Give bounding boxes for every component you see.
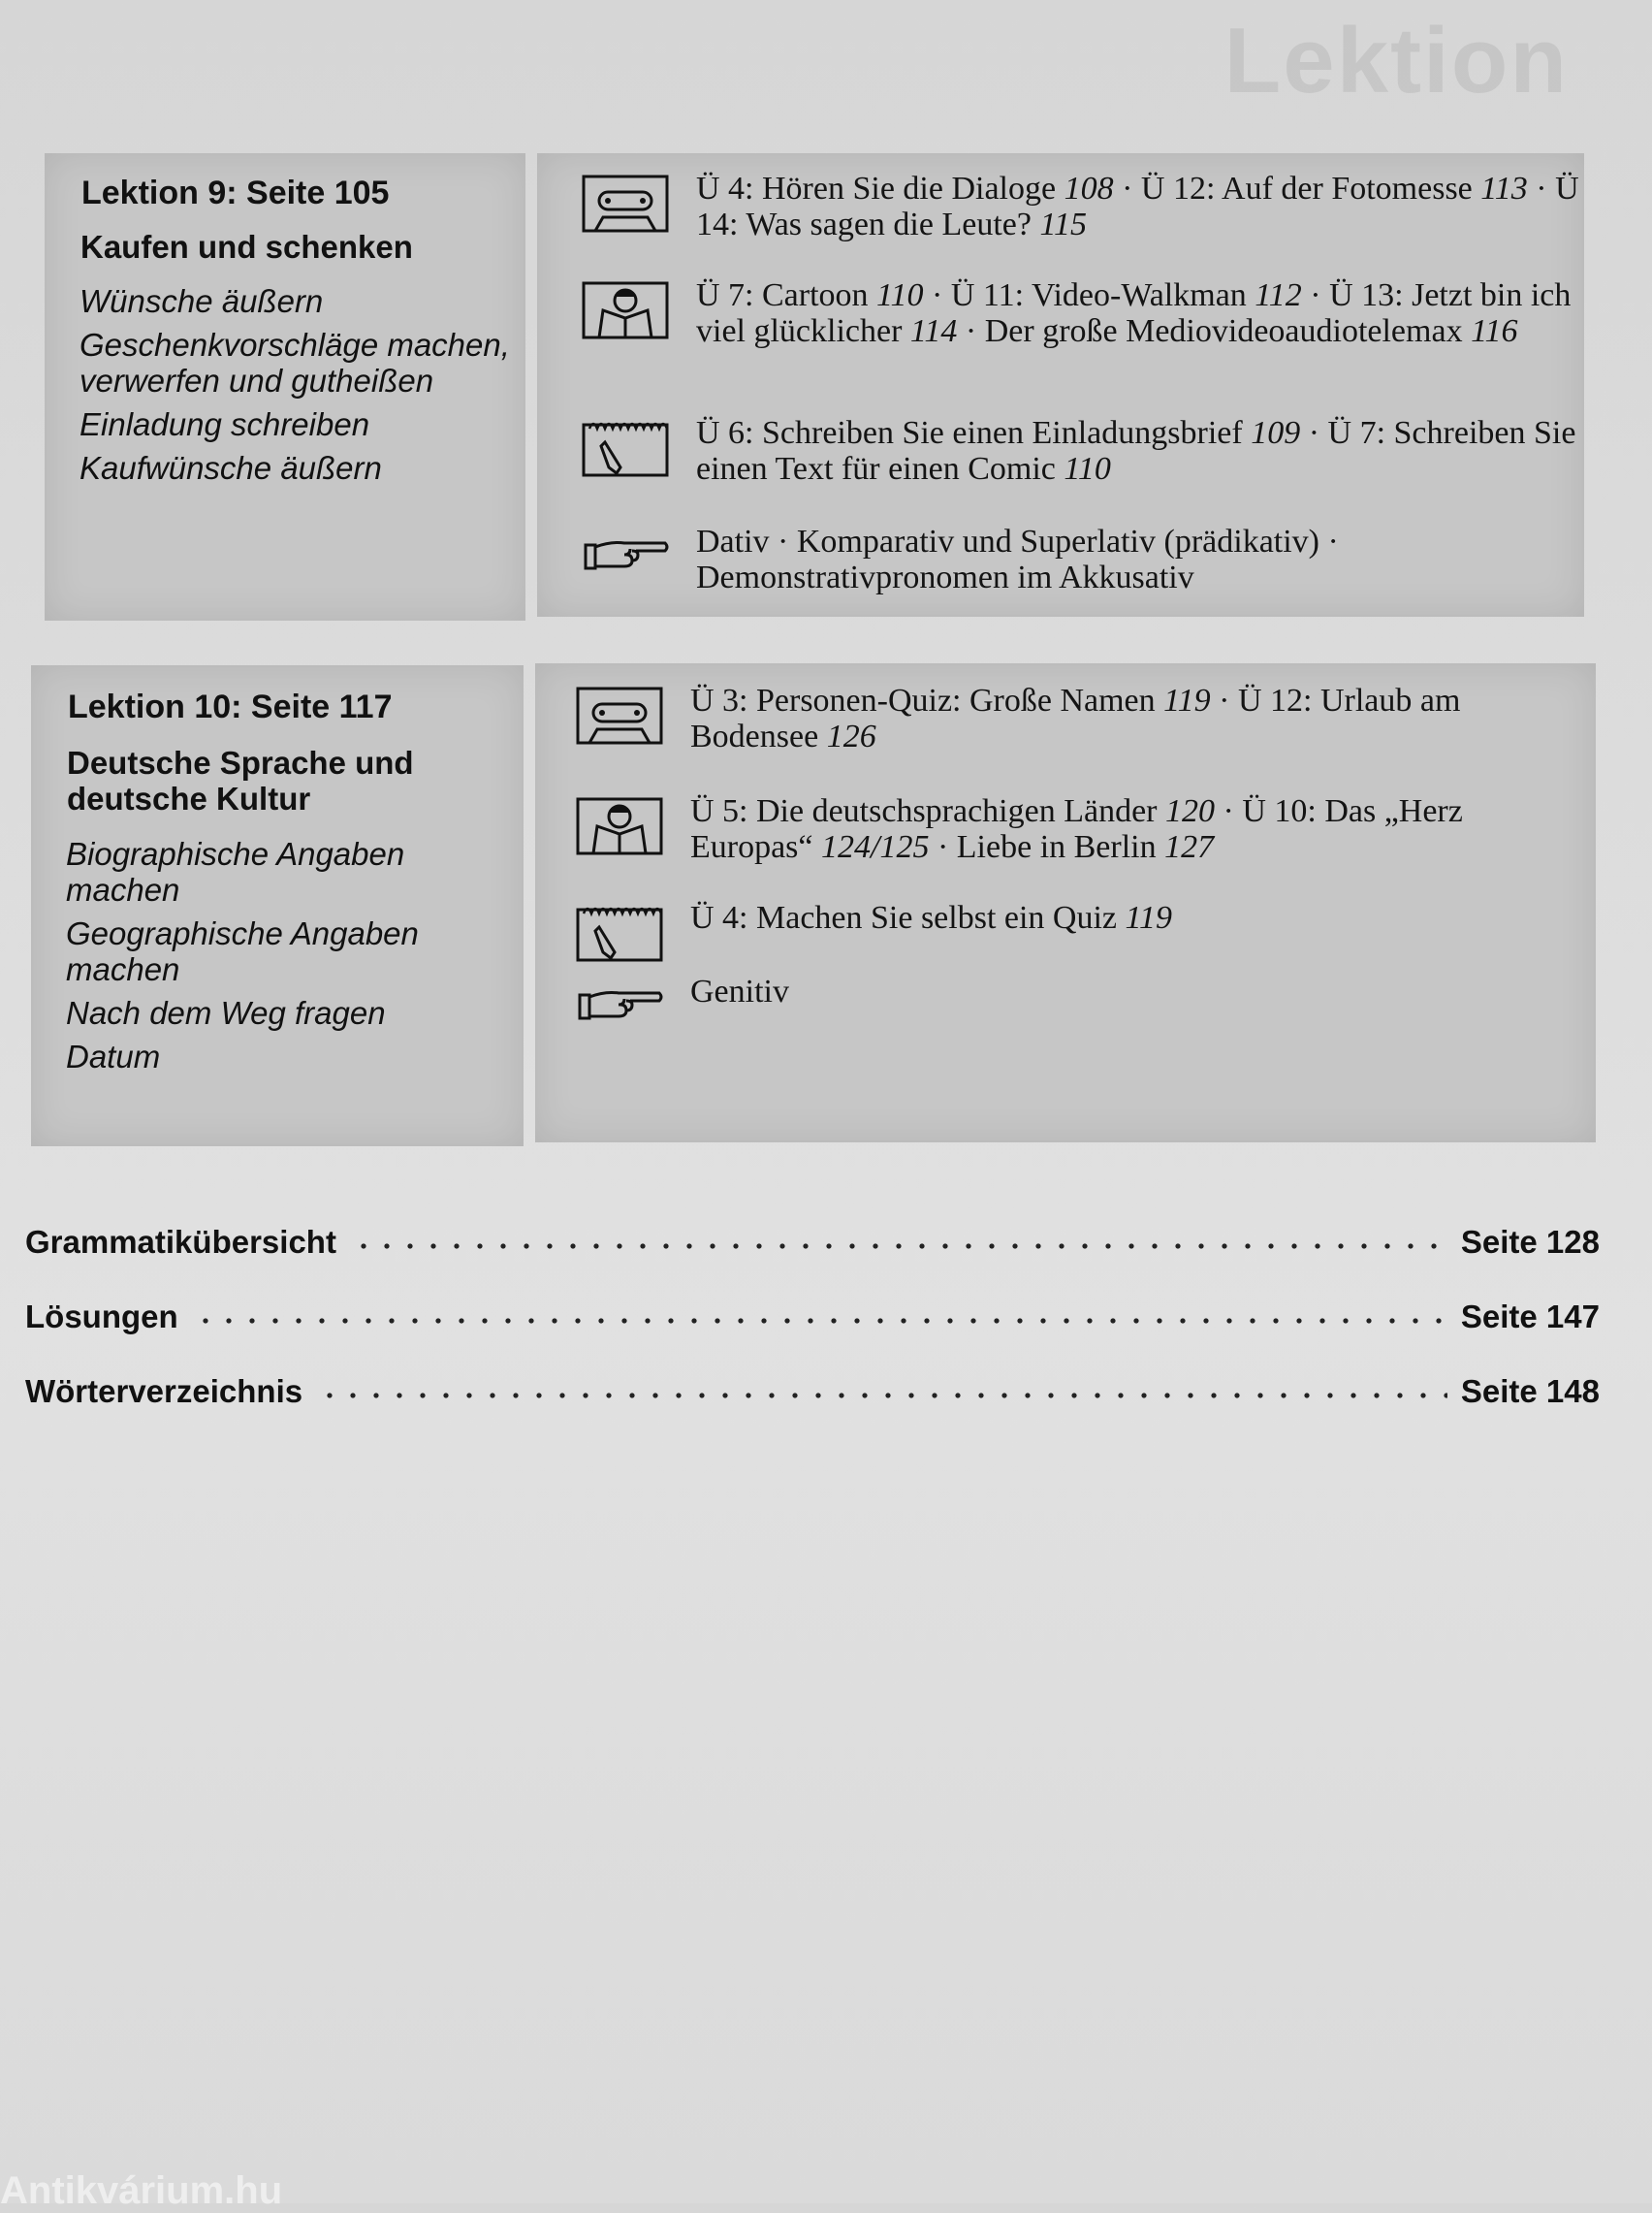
page-number: 119 — [1163, 683, 1211, 719]
page-number: 120 — [1165, 793, 1215, 829]
cassette-icon — [582, 175, 669, 233]
pointing-hand-icon — [576, 978, 663, 1036]
notepad-pencil-icon — [582, 419, 669, 477]
text-segment: Ü 5: Die deutschsprachigen Länder — [690, 793, 1165, 829]
page-number: 127 — [1164, 829, 1215, 865]
lesson-9-goals — [79, 283, 516, 486]
lesson-10-topic: Deutsche Sprache und deutsche Kultur — [67, 745, 414, 817]
page-number: 110 — [1064, 451, 1111, 487]
text-segment: · Ü 14: Was sagen die Leute? — [696, 171, 1579, 242]
toc-page: Seite 128 — [1460, 1224, 1600, 1260]
lesson-9-title: Lektion 9: Seite 105 — [81, 175, 390, 211]
text-segment: · Ü 10: Das „Herz Europas“ — [690, 793, 1463, 865]
reading-person-icon — [582, 281, 669, 339]
toc-label: Grammatikübersicht — [25, 1224, 336, 1260]
goal-item: Geschenkvorschläge machen, verwerfen und gutheißen — [79, 327, 510, 399]
text-segment: Ü 6: Schreiben Sie einen Einladungsbrief — [696, 415, 1252, 451]
text-segment: · Der große Mediovideoaudiotelemax — [957, 313, 1472, 349]
cassette-icon — [576, 687, 663, 745]
page-number: 124/125 — [821, 829, 930, 865]
goal-item: Biographische Angaben machen — [66, 836, 405, 908]
toc-row-woerterverzeichnis[interactable] — [25, 1373, 1600, 1418]
lesson-9-summary-box — [45, 153, 525, 621]
watermark-text: Antikvárium.hu — [0, 2169, 283, 2212]
text-segment: · Ü 12: Auf der Fotomesse — [1113, 171, 1481, 207]
page-number: 112 — [1255, 277, 1302, 313]
lesson-10-activities-box — [535, 663, 1596, 1142]
toc-label: Wörterverzeichnis — [25, 1373, 303, 1409]
lesson-10-goals — [66, 836, 502, 1074]
page-number: 110 — [876, 277, 924, 313]
toc-label: Lösungen — [25, 1299, 178, 1334]
text-segment: · Liebe in Berlin — [929, 829, 1165, 865]
text-segment: · Ü 11: Video-Walkman — [923, 277, 1255, 313]
page-number: 114 — [909, 313, 958, 349]
page-number: 126 — [826, 719, 876, 754]
activity-text — [690, 793, 1582, 865]
toc-row-loesungen[interactable] — [25, 1299, 1600, 1343]
lesson-9-activities-box — [537, 153, 1584, 617]
page-header-faded: Lektion — [1223, 9, 1569, 112]
text-segment: Genitiv — [690, 974, 789, 1010]
lesson-10-summary-box — [31, 665, 524, 1146]
activity-text — [696, 277, 1588, 349]
goal-item: Einladung schreiben — [79, 406, 370, 442]
reading-person-icon — [576, 797, 663, 855]
text-segment: Ü 4: Machen Sie selbst ein Quiz — [690, 900, 1126, 936]
text-segment: · Ü 12: Urlaub am Bodensee — [690, 683, 1461, 754]
toc-page: Seite 147 — [1460, 1299, 1600, 1334]
text-segment: Dativ · Komparativ und Superlativ (prädikativ) · Demonstrativpronomen im Akkusativ — [696, 524, 1339, 595]
pointing-hand-icon — [582, 528, 669, 586]
page-number: 115 — [1039, 207, 1087, 242]
text-segment: Ü 4: Hören Sie die Dialoge — [696, 171, 1064, 207]
activity-text — [696, 415, 1588, 487]
toc-row-grammatikuebersicht[interactable] — [25, 1224, 1600, 1268]
page-number: 119 — [1125, 900, 1173, 936]
activity-text — [696, 171, 1588, 242]
text-segment: Ü 7: Cartoon — [696, 277, 877, 313]
text-segment: · Ü 13: Jetzt bin ich viel glücklicher — [696, 277, 1572, 349]
dot-leader — [194, 1314, 1447, 1328]
page-number: 113 — [1480, 171, 1528, 207]
page-number: 108 — [1064, 171, 1114, 207]
goal-item: Datum — [66, 1039, 161, 1074]
notepad-pencil-icon — [576, 904, 663, 962]
lesson-9-topic: Kaufen und schenken — [80, 229, 413, 265]
toc-page: Seite 148 — [1460, 1373, 1600, 1409]
lesson-10-title: Lektion 10: Seite 117 — [68, 689, 393, 725]
activity-text — [690, 974, 1582, 1010]
goal-item: Nach dem Weg fragen — [66, 995, 386, 1031]
goal-item: Kaufwünsche äußern — [79, 450, 382, 486]
activity-text — [696, 524, 1588, 595]
activity-text — [690, 900, 1582, 936]
activity-text — [690, 683, 1582, 754]
goal-item: Wünsche äußern — [79, 283, 324, 319]
text-segment: · Ü 7: Schreiben Sie einen Text für einen Comic — [696, 415, 1576, 487]
page-number: 109 — [1251, 415, 1301, 451]
dot-leader — [352, 1239, 1447, 1253]
text-segment: Ü 3: Personen-Quiz: Große Namen — [690, 683, 1164, 719]
goal-item: Geographische Angaben machen — [66, 915, 419, 987]
page-number: 116 — [1471, 313, 1518, 349]
dot-leader — [318, 1389, 1447, 1402]
